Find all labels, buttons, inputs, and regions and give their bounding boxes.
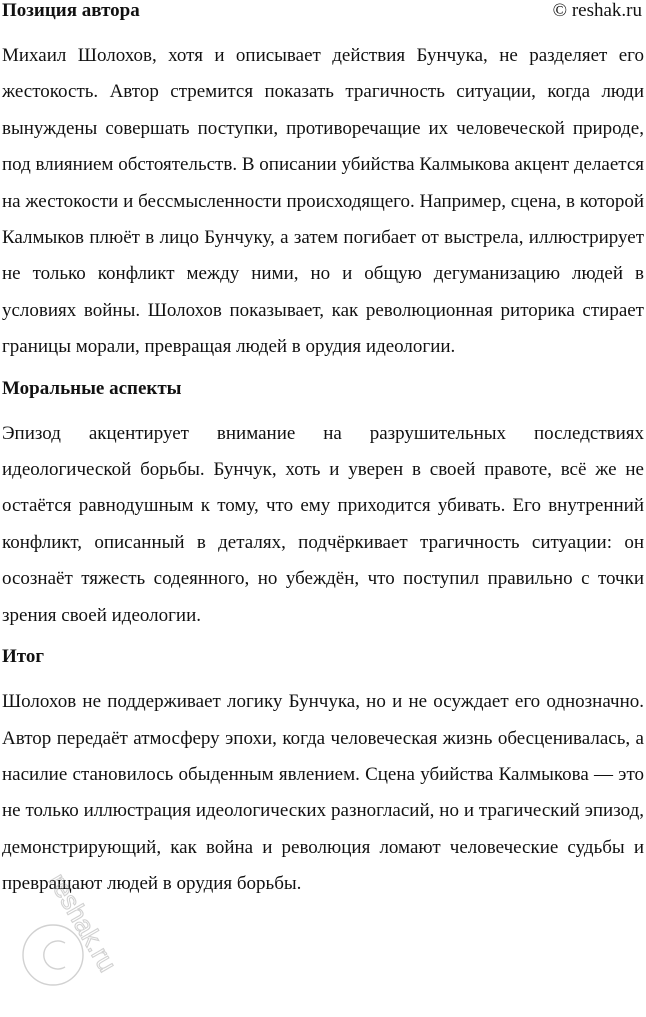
paragraph-author-position: Михаил Шолохов, хотя и описывает действия Бунчука, не разделяет его жестокость. Автор стремится показать трагичность ситуации, когда люди вынуждены совершать поступки, противоречащие их человеческой природе, под влиянием обстоятельств. В описании убийства Калмыкова акцент делается на жестокости и бессмысленности происходящего. Например, сцена, в которой Калмыков плюёт в лицо Бунчуку, а затем погибает от выстрела, иллюстрирует не только конфликт между ними, но и общую дегуманизацию людей в условиях войны. Шолохов показывает, как революционная риторика стирает границы морали, превращая людей в орудия идеологии. — [2, 45, 644, 358]
header-row — [2, 0, 644, 30]
paragraph-moral-aspects: Эпизод акцентирует внимание на разрушительных последствиях идеологической борьбы. Бунчук, хоть и уверен в своей правоте, всё же не остаётся равнодушным к тому, что ему приходится убивать. Его внутренний конфликт, описанный в деталях, подчёркивает трагичность ситуации: он осознаёт тяжесть содеянного, но убеждён, что поступил правильно с точки зрения своей идеологии. — [2, 422, 644, 626]
section-heading-author-position: Позиция автора — [2, 0, 140, 21]
section-heading-moral-aspects: Моральные аспекты — [2, 377, 182, 399]
copyright-label: © reshak.ru — [552, 0, 642, 21]
section-heading-conclusion: Итог — [2, 646, 44, 668]
document-page — [2, 0, 644, 903]
watermark-text: reshak.ru — [42, 868, 123, 977]
paragraph-conclusion: Шолохов не поддерживает логику Бунчука, но и не осуждает его однозначно. Автор передаёт атмосферу эпохи, когда человеческая жизнь обесценивалась, а насилие становилось обыденным явлением. Сцена убийства Калмыкова — это не только иллюстрация идеологических разногласий, но и трагический эпизод, демонстрирующий, как война и революция ломают человеческие судьбы и превращают людей в орудия борьбы. — [2, 691, 644, 895]
